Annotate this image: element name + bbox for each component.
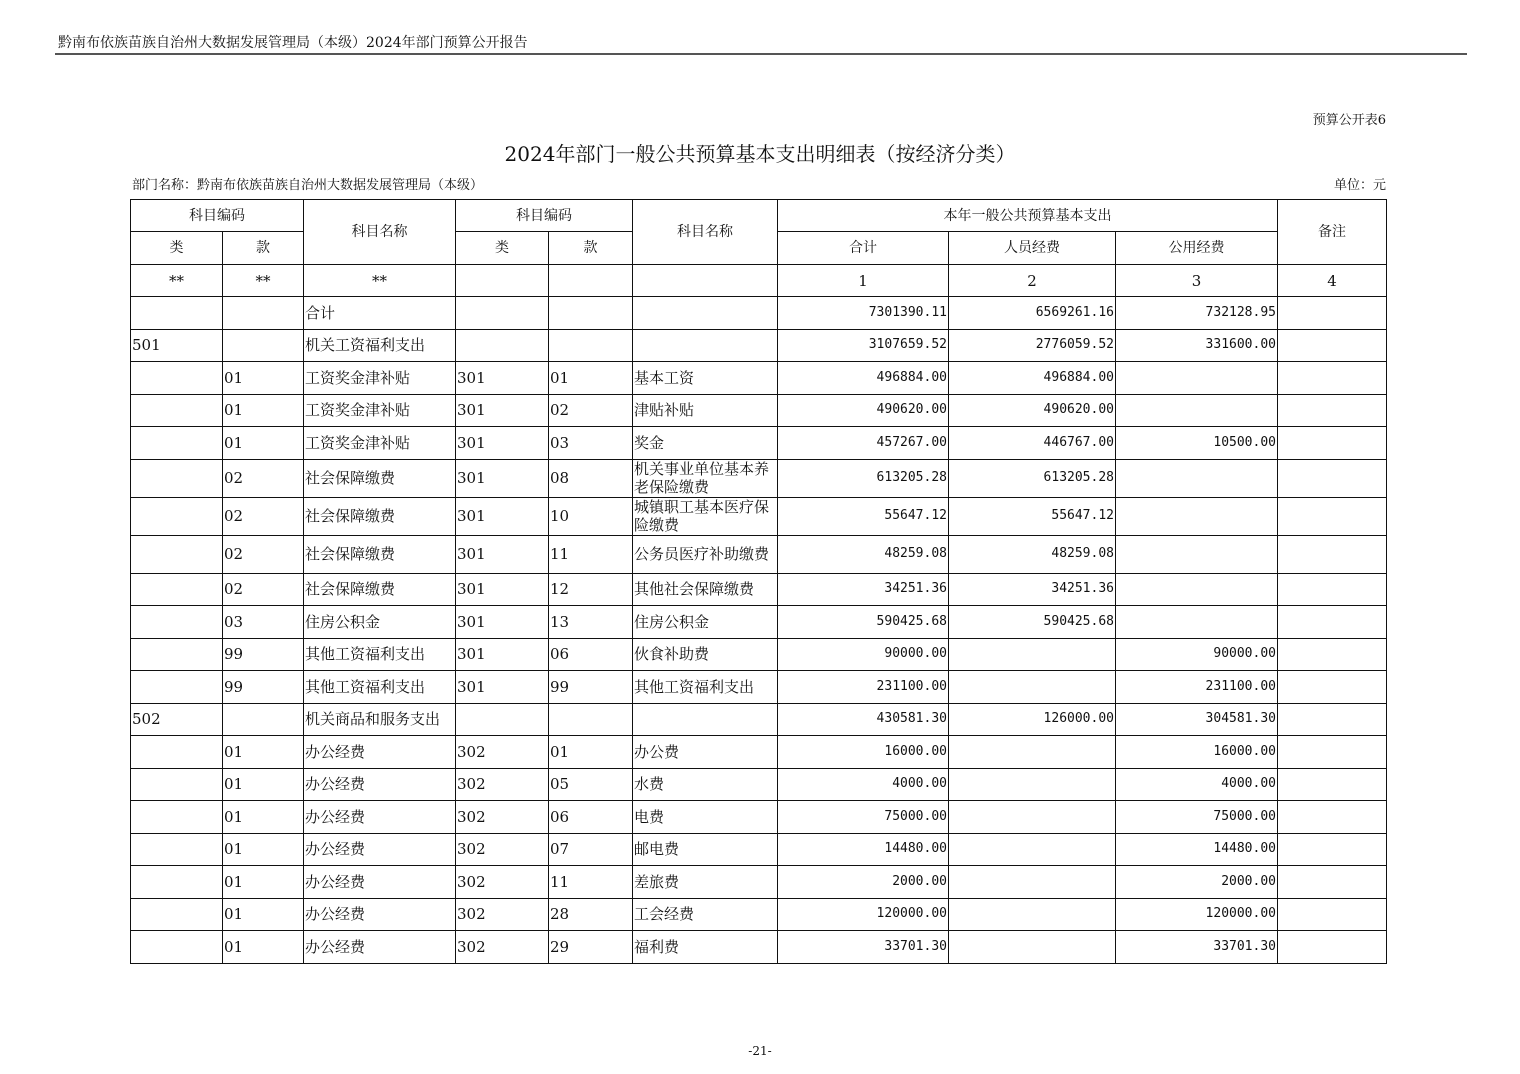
table-cell: 电费 xyxy=(633,801,778,834)
table-row xyxy=(131,703,1387,736)
table-cell xyxy=(131,736,223,769)
table-cell: 01 xyxy=(223,898,304,931)
table-cell: ** xyxy=(131,265,223,297)
table-cell: 732128.95 xyxy=(1116,297,1278,330)
table-cell: 301 xyxy=(456,459,549,497)
table-cell: 05 xyxy=(549,768,633,801)
table-cell: 机关事业单位基本养老保险缴费 xyxy=(633,459,778,497)
table-cell: 办公经费 xyxy=(304,931,456,964)
table-cell: 社会保障缴费 xyxy=(304,497,456,535)
table-row xyxy=(131,898,1387,931)
table-cell: 10500.00 xyxy=(1116,427,1278,460)
table-cell: 430581.30 xyxy=(778,703,949,736)
table-cell xyxy=(1116,459,1278,497)
table-cell: 590425.68 xyxy=(949,606,1116,639)
table-cell: 01 xyxy=(223,768,304,801)
header-personnel: 人员经费 xyxy=(949,232,1116,265)
table-cell: 03 xyxy=(549,427,633,460)
table-cell: 301 xyxy=(456,427,549,460)
table-row xyxy=(131,833,1387,866)
table-cell: 06 xyxy=(549,638,633,671)
table-cell: 差旅费 xyxy=(633,866,778,899)
table-cell: 7301390.11 xyxy=(778,297,949,330)
running-header: 黔南布依族苗族自治州大数据发展管理局（本级）2024年部门预算公开报告 xyxy=(58,35,528,51)
table-row xyxy=(131,573,1387,606)
table-cell: 08 xyxy=(549,459,633,497)
table-cell: 其他工资福利支出 xyxy=(304,671,456,704)
table-cell: 社会保障缴费 xyxy=(304,459,456,497)
table-cell xyxy=(131,801,223,834)
table-cell: 其他工资福利支出 xyxy=(304,638,456,671)
table-cell: 304581.30 xyxy=(1116,703,1278,736)
table-cell xyxy=(1278,638,1387,671)
header-code1: 科目编码 xyxy=(131,200,304,232)
table-cell: 75000.00 xyxy=(1116,801,1278,834)
table-cell: 奖金 xyxy=(633,427,778,460)
table-cell xyxy=(1116,573,1278,606)
table-row xyxy=(131,768,1387,801)
header-total: 合计 xyxy=(778,232,949,265)
table-cell: 446767.00 xyxy=(949,427,1116,460)
page-number: -21- xyxy=(748,1044,772,1058)
table-cell: 01 xyxy=(549,362,633,395)
table-cell: 公务员医疗补助缴费 xyxy=(633,535,778,573)
table-cell: 办公费 xyxy=(633,736,778,769)
table-cell xyxy=(1116,606,1278,639)
table-cell: 办公经费 xyxy=(304,866,456,899)
table-cell: 办公经费 xyxy=(304,736,456,769)
table-cell: 01 xyxy=(223,427,304,460)
table-cell: 伙食补助费 xyxy=(633,638,778,671)
table-cell xyxy=(1278,573,1387,606)
table-cell: 住房公积金 xyxy=(304,606,456,639)
table-cell xyxy=(456,703,549,736)
header-kuan: 款 xyxy=(223,232,304,265)
table-cell: 231100.00 xyxy=(1116,671,1278,704)
table-cell: 社会保障缴费 xyxy=(304,573,456,606)
header-kuan2: 款 xyxy=(549,232,633,265)
table-cell: 48259.08 xyxy=(778,535,949,573)
table-cell: 01 xyxy=(223,362,304,395)
table-cell xyxy=(633,329,778,362)
table-cell: 城镇职工基本医疗保险缴费 xyxy=(633,497,778,535)
table-cell: 75000.00 xyxy=(778,801,949,834)
unit-label: 单位：元 xyxy=(1333,178,1386,193)
table-cell: 01 xyxy=(223,801,304,834)
table-row xyxy=(131,866,1387,899)
table-cell: 99 xyxy=(549,671,633,704)
table-cell: 福利费 xyxy=(633,931,778,964)
table-cell xyxy=(131,459,223,497)
table-cell xyxy=(1278,459,1387,497)
table-cell xyxy=(131,638,223,671)
table-cell xyxy=(633,703,778,736)
table-row xyxy=(131,394,1387,427)
table-cell xyxy=(949,671,1116,704)
table-cell: 2 xyxy=(949,265,1116,297)
header-code2: 科目编码 xyxy=(456,200,633,232)
table-cell: 4000.00 xyxy=(1116,768,1278,801)
table-cell: 29 xyxy=(549,931,633,964)
table-row xyxy=(131,736,1387,769)
table-cell: 02 xyxy=(223,497,304,535)
header-name1: 科目名称 xyxy=(304,200,456,265)
table-cell: 10 xyxy=(549,497,633,535)
table-cell: 01 xyxy=(223,736,304,769)
table-cell: 合计 xyxy=(304,297,456,330)
table-cell: 办公经费 xyxy=(304,898,456,931)
table-cell: 12 xyxy=(549,573,633,606)
table-row xyxy=(131,459,1387,497)
table-cell: 90000.00 xyxy=(778,638,949,671)
table-cell xyxy=(131,573,223,606)
table-cell xyxy=(1278,427,1387,460)
table-cell: 2776059.52 xyxy=(949,329,1116,362)
table-row xyxy=(131,427,1387,460)
table-cell xyxy=(1278,606,1387,639)
table-cell: 301 xyxy=(456,606,549,639)
table-cell: 基本工资 xyxy=(633,362,778,395)
table-cell xyxy=(131,898,223,931)
table-cell: 11 xyxy=(549,866,633,899)
table-cell: 02 xyxy=(223,535,304,573)
header-divider xyxy=(55,53,1467,55)
table-cell: 301 xyxy=(456,362,549,395)
table-cell xyxy=(949,736,1116,769)
table-cell xyxy=(131,768,223,801)
table-cell: 613205.28 xyxy=(949,459,1116,497)
table-cell: 01 xyxy=(549,736,633,769)
table-cell: 06 xyxy=(549,801,633,834)
table-cell xyxy=(1278,736,1387,769)
table-cell xyxy=(131,394,223,427)
table-cell xyxy=(131,866,223,899)
table-cell: 办公经费 xyxy=(304,833,456,866)
table-cell xyxy=(1278,931,1387,964)
table-cell: 457267.00 xyxy=(778,427,949,460)
table-cell: 55647.12 xyxy=(778,497,949,535)
table-cell: 机关工资福利支出 xyxy=(304,329,456,362)
table-cell xyxy=(1278,671,1387,704)
table-cell xyxy=(949,768,1116,801)
table-cell xyxy=(949,866,1116,899)
table-cell xyxy=(549,329,633,362)
table-cell: 办公经费 xyxy=(304,768,456,801)
table-cell: 34251.36 xyxy=(778,573,949,606)
table-cell xyxy=(456,265,549,297)
table-cell xyxy=(1278,329,1387,362)
table-cell: 490620.00 xyxy=(949,394,1116,427)
table-cell: 1 xyxy=(778,265,949,297)
header-lei: 类 xyxy=(131,232,223,265)
table-cell: 302 xyxy=(456,736,549,769)
table-cell: 工资奖金津补贴 xyxy=(304,362,456,395)
table-cell: 工资奖金津补贴 xyxy=(304,394,456,427)
table-cell: 99 xyxy=(223,671,304,704)
table-cell: 14480.00 xyxy=(778,833,949,866)
table-cell: 3 xyxy=(1116,265,1278,297)
table-cell: 16000.00 xyxy=(1116,736,1278,769)
table-cell: 02 xyxy=(223,459,304,497)
table-cell: 301 xyxy=(456,573,549,606)
table-cell xyxy=(131,497,223,535)
table-cell xyxy=(633,265,778,297)
table-cell: 14480.00 xyxy=(1116,833,1278,866)
table-cell xyxy=(1116,362,1278,395)
table-cell xyxy=(549,703,633,736)
table-cell xyxy=(1278,535,1387,573)
table-cell: ** xyxy=(223,265,304,297)
table-cell: 2000.00 xyxy=(1116,866,1278,899)
header-public: 公用经费 xyxy=(1116,232,1278,265)
table-cell xyxy=(131,606,223,639)
table-cell: 33701.30 xyxy=(1116,931,1278,964)
table-cell: 01 xyxy=(223,394,304,427)
budget-table xyxy=(130,199,1387,964)
header-name2: 科目名称 xyxy=(633,200,778,265)
table-cell: 4 xyxy=(1278,265,1387,297)
table-cell: 301 xyxy=(456,394,549,427)
table-cell: 4000.00 xyxy=(778,768,949,801)
table-cell xyxy=(131,671,223,704)
table-cell xyxy=(1278,866,1387,899)
table-cell: 办公经费 xyxy=(304,801,456,834)
table-cell: 302 xyxy=(456,833,549,866)
table-row xyxy=(131,362,1387,395)
table-cell: 01 xyxy=(223,833,304,866)
table-cell xyxy=(223,297,304,330)
table-cell: 496884.00 xyxy=(778,362,949,395)
table-cell xyxy=(1278,297,1387,330)
table-cell xyxy=(949,833,1116,866)
table-cell: 231100.00 xyxy=(778,671,949,704)
table-cell: 34251.36 xyxy=(949,573,1116,606)
table-cell: 99 xyxy=(223,638,304,671)
table-cell: 301 xyxy=(456,497,549,535)
table-cell xyxy=(131,931,223,964)
table-number: 预算公开表6 xyxy=(1312,113,1386,128)
table-cell: 02 xyxy=(549,394,633,427)
table-cell: 331600.00 xyxy=(1116,329,1278,362)
table-row xyxy=(131,535,1387,573)
table-cell: 13 xyxy=(549,606,633,639)
table-cell: 社会保障缴费 xyxy=(304,535,456,573)
table-cell xyxy=(949,931,1116,964)
table-cell xyxy=(456,297,549,330)
table-cell: 301 xyxy=(456,671,549,704)
table-cell xyxy=(549,297,633,330)
table-cell: 301 xyxy=(456,535,549,573)
table-cell: 07 xyxy=(549,833,633,866)
table-cell: 496884.00 xyxy=(949,362,1116,395)
header-budget: 本年一般公共预算基本支出 xyxy=(778,200,1278,232)
table-cell: 6569261.16 xyxy=(949,297,1116,330)
table-cell: 120000.00 xyxy=(778,898,949,931)
table-row xyxy=(131,297,1387,330)
table-cell: 590425.68 xyxy=(778,606,949,639)
table-cell: 302 xyxy=(456,866,549,899)
table-cell: 33701.30 xyxy=(778,931,949,964)
table-cell: 工资奖金津补贴 xyxy=(304,427,456,460)
table-cell: 502 xyxy=(131,703,223,736)
table-cell: 613205.28 xyxy=(778,459,949,497)
table-cell xyxy=(1116,394,1278,427)
table-cell: 501 xyxy=(131,329,223,362)
table-cell: 28 xyxy=(549,898,633,931)
table-cell: 01 xyxy=(223,931,304,964)
table-cell: 11 xyxy=(549,535,633,573)
table-row xyxy=(131,329,1387,362)
table-cell xyxy=(1278,497,1387,535)
table-cell: 住房公积金 xyxy=(633,606,778,639)
table-cell: 02 xyxy=(223,573,304,606)
table-cell: 工会经费 xyxy=(633,898,778,931)
table-cell: 55647.12 xyxy=(949,497,1116,535)
table-cell: 机关商品和服务支出 xyxy=(304,703,456,736)
table-cell xyxy=(456,329,549,362)
table-cell xyxy=(131,427,223,460)
table-row xyxy=(131,671,1387,704)
table-cell xyxy=(131,297,223,330)
table-cell xyxy=(1278,394,1387,427)
table-cell xyxy=(949,898,1116,931)
table-cell xyxy=(223,703,304,736)
table-cell: 邮电费 xyxy=(633,833,778,866)
table-cell xyxy=(1116,535,1278,573)
table-row xyxy=(131,638,1387,671)
table-cell: 16000.00 xyxy=(778,736,949,769)
table-title: 2024年部门一般公共预算基本支出明细表（按经济分类） xyxy=(504,142,1016,166)
table-row xyxy=(131,606,1387,639)
table-row xyxy=(131,801,1387,834)
header-lei2: 类 xyxy=(456,232,549,265)
table-cell: 水费 xyxy=(633,768,778,801)
table-cell xyxy=(549,265,633,297)
table-cell xyxy=(1278,898,1387,931)
table-cell xyxy=(131,362,223,395)
table-cell xyxy=(131,535,223,573)
table-cell: 3107659.52 xyxy=(778,329,949,362)
table-row xyxy=(131,265,1387,297)
table-cell: 301 xyxy=(456,638,549,671)
table-cell xyxy=(949,801,1116,834)
table-cell: 03 xyxy=(223,606,304,639)
table-cell xyxy=(1278,703,1387,736)
table-cell: 302 xyxy=(456,801,549,834)
table-cell xyxy=(223,329,304,362)
table-cell xyxy=(1116,497,1278,535)
table-cell: 2000.00 xyxy=(778,866,949,899)
table-cell: 302 xyxy=(456,898,549,931)
table-row xyxy=(131,931,1387,964)
table-cell: 120000.00 xyxy=(1116,898,1278,931)
table-cell: 126000.00 xyxy=(949,703,1116,736)
table-cell xyxy=(1278,801,1387,834)
table-cell: 48259.08 xyxy=(949,535,1116,573)
table-cell: 其他社会保障缴费 xyxy=(633,573,778,606)
table-cell: 302 xyxy=(456,931,549,964)
table-cell: 302 xyxy=(456,768,549,801)
table-cell xyxy=(949,638,1116,671)
table-cell xyxy=(1278,768,1387,801)
department-name: 部门名称：黔南布依族苗族自治州大数据发展管理局（本级） xyxy=(132,178,484,193)
table-cell: 其他工资福利支出 xyxy=(633,671,778,704)
table-row xyxy=(131,497,1387,535)
table-cell: 津贴补贴 xyxy=(633,394,778,427)
table-cell xyxy=(633,297,778,330)
table-cell xyxy=(131,833,223,866)
table-cell: 490620.00 xyxy=(778,394,949,427)
table-cell: ** xyxy=(304,265,456,297)
table-cell xyxy=(1278,362,1387,395)
header-note: 备注 xyxy=(1278,200,1387,265)
table-cell xyxy=(1278,833,1387,866)
table-cell: 90000.00 xyxy=(1116,638,1278,671)
table-cell: 01 xyxy=(223,866,304,899)
